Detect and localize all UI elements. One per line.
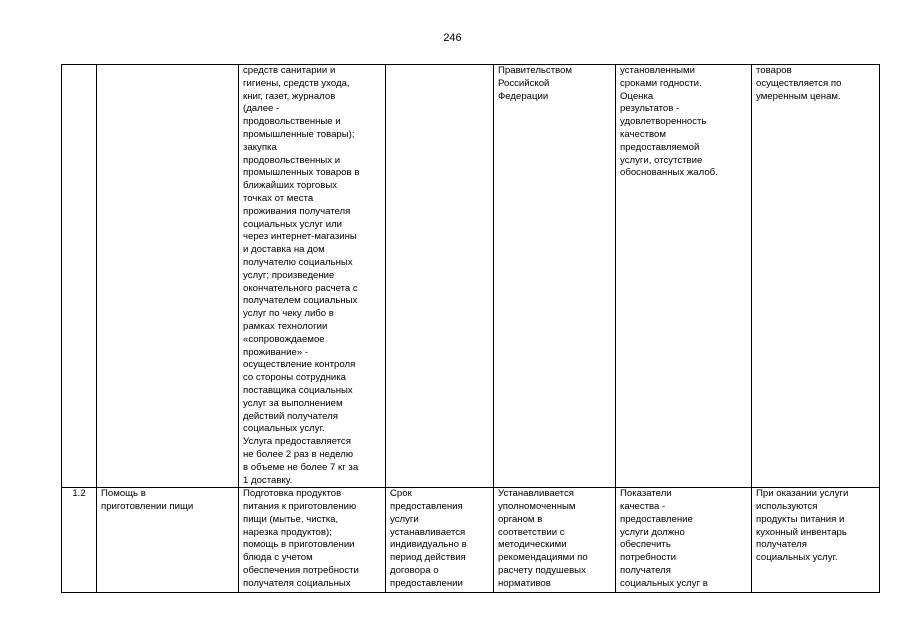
cell-text: Помощь в приготовлении пищи xyxy=(101,488,194,513)
service-name-cell xyxy=(97,65,239,488)
service-conditions-cell: товаров осуществляется по умеренным ценам. xyxy=(752,65,880,488)
service-description-cell: средств санитарии и гигиены, средств ухода, книг, газет, журналов (далее - продовольственные и промышленные товары); закупка продовольственных и промышленных товаров в ближайших торговых точках от места проживания получателя социальных услуг или через интернет-магазины и доставка на дом получателю социальных услуг; произведение окончательного расчета с получателем социальных услуг по чеку либо в рамках технологии «сопровождаемое проживание» - осуществление контроля со стороны сотрудника поставщика социальных услуг за выполнением действий получателя социальных услуг. Услуга предоставляется не более 2 раз в неделю в объеме не более 7 кг за 1 доставку. xyxy=(239,65,386,488)
cell-text: Устанавливается уполномоченным органом в соответствии с методическими рекомендациями по расчету подушевых нормативов xyxy=(498,488,588,589)
service-term-cell xyxy=(386,488,494,593)
service-quality-cell: установленными сроками годности. Оценка результатов - удовлетворенность качеством предоставляемой услуги, отсутствие обоснованных жалоб. xyxy=(616,65,752,488)
cell-text: Показатели качества - предоставление услуги должно обеспечить потребности получателя социальных услуг в xyxy=(620,488,708,589)
row-number-cell xyxy=(62,65,97,488)
row-number-cell xyxy=(62,488,97,593)
cell-text: Срок предоставления услуги устанавливается индивидуально в период действия договора о предоставлении xyxy=(390,488,467,589)
service-name-cell xyxy=(97,488,239,593)
service-term-cell xyxy=(386,65,494,488)
services-table xyxy=(61,64,880,593)
service-description-cell xyxy=(239,488,386,593)
table-row xyxy=(62,65,880,488)
cell-text: При оказании услуги используются продукты питания и кухонный инвентарь получателя социальных услуг. xyxy=(756,488,849,564)
table-row xyxy=(62,488,880,593)
cell-text: Подготовка продуктов питания к приготовлению пищи (мытье, чистка, нарезка продуктов); помощь в приготовлении блюда с учетом обеспечения потребности получателя социальных xyxy=(243,488,359,589)
service-conditions-cell xyxy=(752,488,880,593)
service-norm-cell: Правительством Российской Федерации xyxy=(494,65,616,488)
page-number: 246 xyxy=(443,32,462,44)
cell-text: 1.2 xyxy=(72,488,86,500)
service-quality-cell xyxy=(616,488,752,593)
service-norm-cell xyxy=(494,488,616,593)
